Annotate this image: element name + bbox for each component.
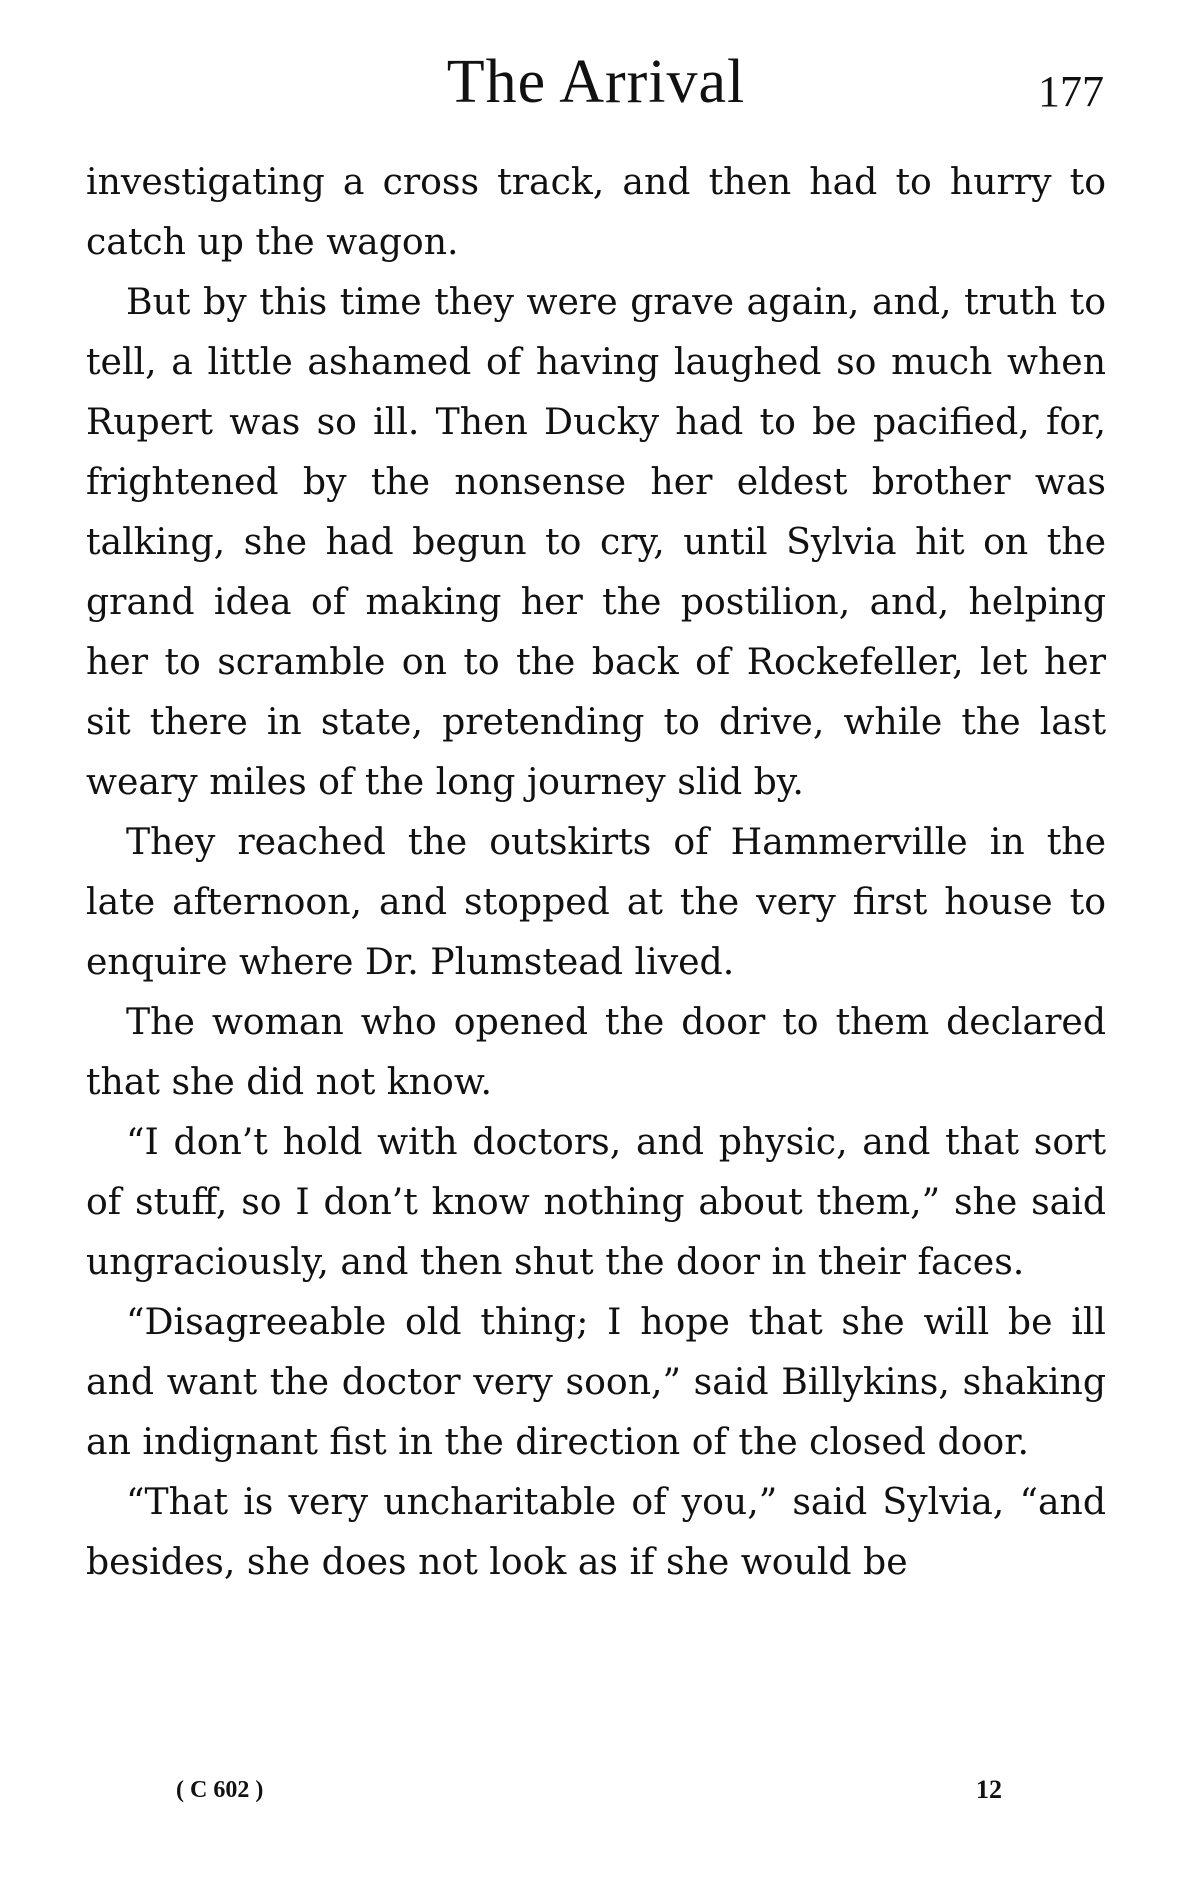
running-title: The Arrival bbox=[446, 48, 746, 116]
sheet-number: 12 bbox=[976, 1775, 1002, 1804]
paragraph: “That is very uncharitable of you,” said Sylvia, “and besides, she does not look as if she would be bbox=[86, 1480, 1106, 1583]
paragraph: “I don’t hold with doctors, and physic, and that sort of stuff, so I don’t know nothing about them,” she said ungraciously, and then shut the door in their faces. bbox=[86, 1120, 1106, 1283]
printer-signature: ( C 602 ) bbox=[176, 1777, 264, 1803]
paragraph-continued: investigating a cross track, and then had to hurry to catch up the wagon. bbox=[86, 160, 1106, 263]
running-head bbox=[86, 42, 1106, 122]
paragraph: They reached the outskirts of Hammerville in the late afternoon, and stopped at the very first house to enquire where Dr. Plumstead lived. bbox=[86, 820, 1106, 983]
page-number: 177 bbox=[1038, 67, 1104, 116]
page-footer bbox=[86, 1770, 1106, 1810]
paragraph: The woman who opened the door to them declared that she did not know. bbox=[86, 1000, 1106, 1103]
paragraph: “Disagreeable old thing; I hope that she will be ill and want the doctor very soon,” said Billykins, shaking an indignant fist in the direction of the closed door. bbox=[86, 1300, 1106, 1463]
paragraph: But by this time they were grave again, and, truth to tell, a little ashamed of having laughed so much when Rupert was so ill. Then Ducky had to be pacified, for, frightened by the nonsense her eldest brother was talking, she had begun to cry, until Sylvia hit on the grand idea of making her the postilion, and, helping her to scramble on to the back of Rockefeller, let her sit there in state, pretending to drive, while the last weary miles of the long journey slid by. bbox=[86, 280, 1106, 803]
body-text bbox=[86, 152, 1106, 1592]
